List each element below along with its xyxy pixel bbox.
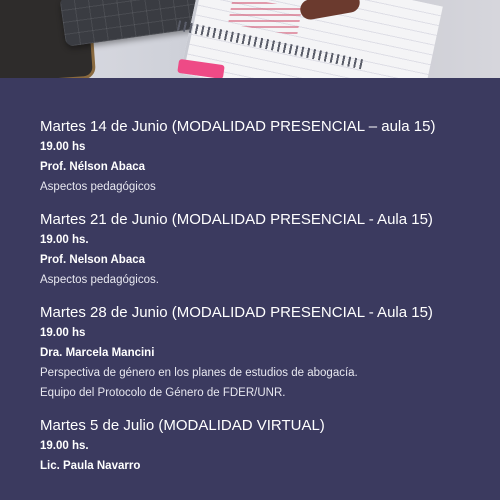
session-item [40,211,490,287]
session-speaker: Dra. Marcela Mancini [40,347,155,359]
session-title: Martes 14 de Junio (MODALIDAD PRESENCIAL – aula 15) [40,118,436,135]
session-item [40,118,490,194]
session-topic: Aspectos pedagógicos [40,181,156,193]
session-time: 19.00 hs [40,327,86,339]
session-topic: Perspectiva de género en los planes de estudios de abogacía. [40,367,358,379]
header-photo [0,0,500,78]
session-title: Martes 28 de Junio (MODALIDAD PRESENCIAL - Aula 15) [40,304,433,321]
session-speaker: Prof. Nélson Abaca [40,161,146,173]
session-title: Martes 21 de Junio (MODALIDAD PRESENCIAL - Aula 15) [40,211,433,228]
session-speaker: Lic. Paula Navarro [40,460,141,472]
schedule-list [40,78,490,473]
session-topic: Equipo del Protocolo de Género de FDER/UNR. [40,387,286,399]
session-time: 19.00 hs. [40,440,89,452]
session-time: 19.00 hs. [40,234,89,246]
session-speaker: Prof. Nelson Abaca [40,254,146,266]
session-time: 19.00 hs [40,141,86,153]
session-item [40,417,490,473]
session-title: Martes 5 de Julio (MODALIDAD VIRTUAL) [40,417,325,434]
session-topic: Aspectos pedagógicos. [40,274,159,286]
session-item [40,304,490,400]
